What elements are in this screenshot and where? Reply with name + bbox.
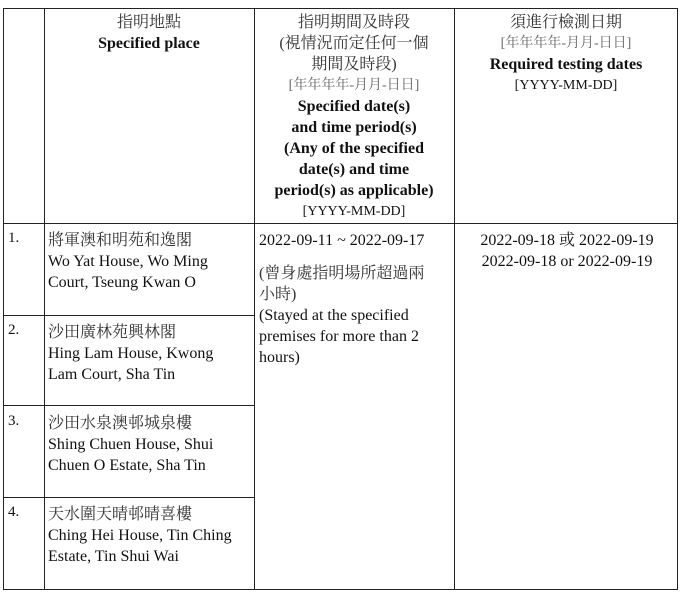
row-number: 2. xyxy=(8,322,20,338)
header-testing xyxy=(454,12,678,96)
place-name-en-line-1: Shing Chuen House, Shui xyxy=(48,436,214,453)
header-period-zh-2: (視情況而定任何一個 xyxy=(279,35,429,52)
place-name-en-line-1: Hing Lam House, Kwong xyxy=(48,345,214,362)
header-bottom-border xyxy=(3,223,678,224)
place-cell xyxy=(48,230,251,293)
place-name-en-line-2: Estate, Tin Shui Wai xyxy=(48,548,179,565)
row-divider-1 xyxy=(3,315,255,316)
place-cell xyxy=(48,504,251,567)
header-testing-en: Required testing dates xyxy=(489,56,643,73)
place-cell xyxy=(48,322,251,385)
row-number: 3. xyxy=(8,413,20,429)
row-number: 4. xyxy=(8,504,20,520)
period-note-zh-1: (曾身處指明場所超過兩 xyxy=(259,265,425,282)
place-name-en-line-2: Lam Court, Sha Tin xyxy=(48,366,176,383)
header-testing-format-zh: [年年年年-月月-日日] xyxy=(500,36,632,51)
header-testing-format-en: [YYYY-MM-DD] xyxy=(514,78,618,93)
place-name-en-line-2: Court, Tseung Kwan O xyxy=(48,274,196,291)
header-period-zh-1: 指明期間及時段 xyxy=(297,14,410,31)
table-top-border xyxy=(3,8,678,9)
header-place xyxy=(44,12,254,54)
testing-dates-cell xyxy=(456,230,678,272)
header-period-format-en: [YYYY-MM-DD] xyxy=(302,204,406,219)
header-period-en-5: period(s) as applicable) xyxy=(274,182,434,199)
place-name-zh: 將軍澳和明苑和逸閣 xyxy=(48,232,193,249)
header-period-en-1: Specified date(s) xyxy=(297,98,411,115)
table-bottom-border xyxy=(3,589,678,590)
place-name-en-line-1: Wo Yat House, Wo Ming xyxy=(48,253,208,270)
place-cell xyxy=(48,413,251,476)
place-name-en-line-2: Chuen O Estate, Sha Tin xyxy=(48,457,206,474)
header-testing-zh: 須進行檢測日期 xyxy=(509,14,622,31)
header-period-zh-3: 期間及時段) xyxy=(311,56,397,73)
row-divider-3 xyxy=(3,497,255,498)
header-place-en: Specified place xyxy=(98,35,200,52)
place-name-en-line-1: Ching Hei House, Tin Ching xyxy=(48,527,232,544)
header-period xyxy=(254,12,454,222)
period-note-en-1: (Stayed at the specified xyxy=(259,307,409,324)
header-period-en-4: date(s) and time xyxy=(298,161,410,178)
place-name-zh: 沙田水泉澳邨城泉樓 xyxy=(48,415,193,432)
header-period-en-2: and time period(s) xyxy=(291,119,417,136)
testing-dates-zh: 2022-09-18 或 2022-09-19 xyxy=(480,232,654,249)
header-period-format-zh: [年年年年-月月-日日] xyxy=(288,78,420,93)
period-note-en-2: premises for more than 2 xyxy=(259,328,419,345)
row-number: 1. xyxy=(8,230,20,246)
period-note-zh-2: 小時) xyxy=(259,286,297,303)
period-range: 2022-09-11 ~ 2022-09-17 xyxy=(259,232,425,249)
row-divider-2 xyxy=(3,405,255,406)
table-left-border xyxy=(3,8,4,590)
header-period-en-3: (Any of the specified xyxy=(284,140,424,157)
period-cell xyxy=(259,230,452,368)
period-note-en-3: hours) xyxy=(259,349,300,366)
testing-dates-en: 2022-09-18 or 2022-09-19 xyxy=(481,253,653,270)
col-divider-num xyxy=(44,8,45,590)
place-name-zh: 沙田廣林苑興林閣 xyxy=(48,324,177,341)
place-name-zh: 天水圍天晴邨晴喜樓 xyxy=(48,506,193,523)
header-place-zh: 指明地點 xyxy=(116,14,181,31)
